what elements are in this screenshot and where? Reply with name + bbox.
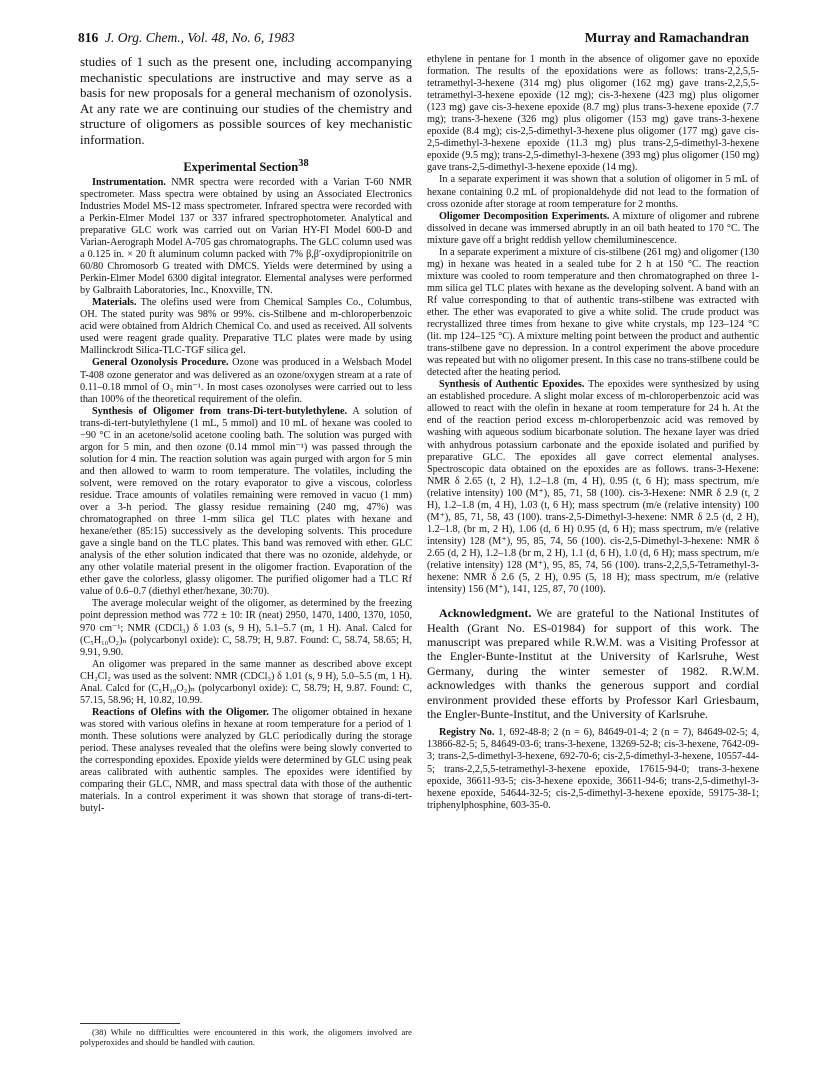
second-oligomer-paragraph: An oligomer was prepared in the same manner as described above except CH₂Cl₂ was used as the solvent: NMR (CDCl₃) δ 1.01 (s, 9 H), 5.0–5.5 (m, 1 H). Anal. Calcd for (C₅H₁₀O₂)ₙ (polycarbonyl oxide): C, 58.79; H, 9.87. Found: C, 57.15, 58.96; H, 10.82, 10.99. — [80, 658, 412, 706]
reactions-heading: Reactions of Olefins with the Oligomer. — [92, 706, 269, 718]
synthesis-oligomer-text: A solution of trans-di-tert-butylethylene (1 mL, 5 mmol) and 10 mL of hexane was cooled to −90 °C in an acetone/solid acetone cooling bath. The solution was purged with argon for 5 min, and then ozone (0.14 mmol min⁻¹) was passed through the solution for 4 min. The reaction solution was again purged with argon for 5 min and then allowed to warm to room temperature. The volatiles, including the solvent, were removed on the rotary evaporator to give a viscous, colorless residue. Trace amounts of volatiles remaining were removed in vacuo (1 mm) over a 3-h period. The glassy residue remaining (240 mg, 47%) was chromatographed on three 1-mm silica gel TLC plates with hexane and hexane/ether (85:15) successively as the developing solvents. This procedure gave a single band on the TLC plates. This band was removed with ether. GLC analysis of the ether solution indicated that there was no ozonide, aldehyde, or any other volatile material present in the oligomer fraction. Evaporation of the ether gave the colorless, glassy oligomer. The purified oligomer had a TLC Rf value of 0.6–0.7 (diethyl ether/hexane, 30:70). — [80, 405, 412, 598]
propionaldehyde-paragraph: In a separate experiment it was shown that a solution of oligomer in 5 mL of hexane containing 0.2 mL of propionaldehyde did not lead to the formation of cross ozonide after storage at room temperature for 2 months. — [427, 174, 759, 210]
synthesis-oligomer-paragraph — [80, 406, 412, 599]
ozonolysis-text: Ozone was produced in a Welsbach Model T-408 ozone generator and was delivered as an ozone/oxygen stream at a rate of 0.11–0.18 mmol of O₃ min⁻¹. In most cases ozonolyses were carried out to less than 100% of the theoretical requirement of the olefin. — [80, 357, 413, 405]
running-header — [78, 30, 749, 50]
authentic-epoxides-text: The epoxides were synthesized by using an established procedure. A slight molar excess of m-chloroperbenzoic acid was allowed to react with the olefin in hexane at room temperature for 24 h. At the end of the reaction period excess m-chloroperbenzoic acid was removed by washing with aqueous sodium bicarbonate solution. The hexane layer was dried with anhydrous potassium carbonate and the epoxide isolated and purified by preparative GLC. The epoxides all gave correct elemental analyses. Spectroscopic data obtained on the epoxides are as follows. trans-3-Hexene: NMR δ 2.65 (t, 2 H), 1.2–1.8 (m, 4 H), 0.95 (t, 6 H); mass spectrum, m/e (relative intensity) 100 (M⁺), 85, 71, 58 (100). cis-3-Hexene: NMR δ 2.9 (t, 2 H), 1.2–1.8 (m, 4 H), 1.03 (t, 6 H); mass spectrum (m/e (relative intensity) 100 (M⁺), 85, 71, 58, 43 (100). trans-2,5-Dimethyl-3-hexene: NMR δ 2.5 (d, 2 H), 1.2–1.8, (br m, 2 H), 1.06 (d, 6 H) 0.95 (d, 6 H); mass spectrum, m/e (relative intensity) 128 (M⁺), 95, 85, 74, 56 (100). cis-2,5-Dimethyl-3-hexene: NMR δ 2.65 (d, 2 H), 1.2–1.8 (br m, 2 H), 1.1 (d, 6 H), 1.0 (d, 6 H); mass spectrum, m/e (relative intensity) 128 (M⁺), 95, 85, 74, 56 (100). trans-2,2,5,5-Tetramethyl-3-hexene: NMR δ 2.6 (5, 2 H), 0.95 (5, 18 H); mass spectrum, m/e (relative intensity) 156 (M⁺), 141, 125, 87, 70 (100). — [427, 379, 759, 596]
authentic-epoxides-heading: Synthesis of Authentic Epoxides. — [439, 379, 585, 391]
acknowledgment-heading: Acknowledgment. — [439, 606, 532, 621]
decomposition-paragraph — [427, 211, 759, 247]
registry-paragraph — [427, 727, 759, 811]
journal-citation: J. Org. Chem., Vol. 48, No. 6, 1983 — [105, 30, 295, 45]
epoxidation-results-paragraph: ethylene in pentane for 1 month in the absence of oligomer gave no epoxide formation. The results of the epoxidations were as follows: trans-2,2,5,5-tetramethyl-3-hexene (314 mg) plus oligomer (162 mg) gave trans-2,2,5,5-tetramethyl-3-hexene epoxide (12 mg); cis-3-hexene (423 mg) plus oligomer (123 mg) gave cis-3-hexene epoxide (8.7 mg) plus trans-3-hexene epoxide (7.7 mg); trans-3-hexene (326 mg) plus oligomer (153 mg) gave trans-3-hexene epoxide (8.4 mg); cis-2,5-dimethyl-3-hexene plus oligomer (177 mg) gave cis-2,5-dimethyl-3-hexene epoxide (11.3 mg) plus trans-2,5-dimethyl-3-hexene epoxide (9.5 mg); trans-2,5-dimethyl-3-hexene (393 mg) plus oligomer (150 mg) gave trans-2,5-dimethyl-3-hexene epoxide (14 mg). — [427, 54, 759, 174]
footnote-38: (38) While no diffficulties were encountered in this work, the oligomers involved are polyperoxides and should be handled with caution. — [80, 1027, 412, 1048]
ozonolysis-heading: General Ozonolysis Procedure. — [92, 357, 229, 369]
stilbene-paragraph: In a separate experiment a mixture of cis-stilbene (261 mg) and oligomer (130 mg) in hexane was heated in a sealed tube for 2 h at 150 °C. The reaction mixture was cooled to room temperature and then chromatographed on three 1-mm silica gel TLC plates with hexane as the developing solvent. A band with an Rf value corresponding to that of authentic trans-stilbene was extracted with ether. The ether was evaporated to give a white solid. The crude product was recrystallized three times from hexane to give white crystals, mp 123–124 °C (lit. mp 124–125 °C). A mixture melting point between the product and authentic trans-stilbene gave no depression. In a control experiment the above procedure was repeated but with no oligomer present. In this case no trans-stilbene could be detected after the heating period. — [427, 246, 759, 379]
registry-heading: Registry No. — [439, 727, 495, 739]
authentic-epoxides-paragraph — [427, 379, 759, 596]
intro-paragraph: studies of 1 such as the present one, including accompanying mechanistic speculations are instructive and may serve as a basis for new proposals for a general mechanism of ozonolysis. At any rate we are continuing our studies of the chemistry and structure of oligomers as possible sources of key mechanistic information. — [80, 54, 412, 147]
materials-text: The olefins used were from Chemical Samples Co., Columbus, OH. The stated purity was 98% or 99%. cis-Stilbene and m-chloroperbenzoic acid were obtained from Aldrich Chemical Co. and used as received. All solvents used were reagent grade quality. Preparative TLC plates were made by using Mallinckrodt Silica-TLC-TGF silica gel. — [80, 297, 412, 357]
acknowledgment-text: We are grateful to the National Institutes of Health (Grant No. ES-01984) for support of this work. The manuscript was prepared while R.W.M. was a Visiting Professor at the Engler-Bunte-Institut at the University of Karlsruhe, West Germany, during the winter semester of 1982. R.W.M. acknowledges with thanks the generous support and cordial environment provided these efforts by Professor Karl Griesbaum, the Engler-Bunte-Institut, and the University of Karlsruhe. — [427, 606, 759, 721]
reactions-text: The oligomer obtained in hexane was stored with various olefins in hexane at room temperature for a period of 1 month. These solutions were analyzed by GLC periodically during the storage period. These analyses revealed that the olefins were being slowly converted to the corresponding epoxides. Epoxide yields were determined by GLC using peak areas calibrated with authentic samples. The epoxides were identified by comparing their GLC, NMR, and mass spectral data with those of the authentic materials. In a control experiment it was shown that storage of trans-di-tert-butyl- — [80, 706, 412, 815]
acknowledgment-paragraph — [427, 606, 759, 721]
materials-paragraph — [80, 297, 412, 357]
decomposition-heading: Oligomer Decomposition Experiments. — [439, 210, 610, 222]
instrumentation-paragraph — [80, 177, 412, 297]
synthesis-oligomer-heading: Synthesis of Oligomer from trans-Di-tert-butylethylene. — [92, 405, 348, 417]
reactions-paragraph — [80, 707, 412, 815]
instrumentation-text: NMR spectra were recorded with a Varian T-60 NMR spectrometer. Mass spectra were obtained by using an Associated Electronics Industries Model MS-12 mass spectrometer. Infrared spectra were recorded with a Perkin-Elmer Model 137 or 337 infrared spectrophotometer. Analytical and preparative GLC work was carried out on Varian HY-FI Model 600-D and Varian-Aerograph Model A-705 gas chromatographs. The GLC column used was a 0.125 in. × 20 ft aluminum column packed with 7% β,β′-oxydipropionitrile on 60/80 Chromosorb G treated with DMCS. Yields were determined by using a Perkin-Elmer Model 6300 digital integrator. Elemental analyses were performed by Galbraith Laboratories, Inc., Knoxville, TN. — [80, 176, 412, 297]
section-title: Experimental Section$^{38}$ — [183, 157, 309, 174]
ozonolysis-paragraph — [80, 357, 412, 405]
footnote-rule — [80, 1023, 180, 1024]
decomposition-text: A mixture of oligomer and rubrene dissolved in decane was immersed abruptly in an oil bath heated to 170 °C. The mixture gave off a bright reddish yellow chemiluminescence. — [427, 210, 759, 246]
page-number: 816 — [78, 30, 99, 45]
header-authors: Murray and Ramachandran — [584, 30, 749, 45]
materials-heading: Materials. — [92, 297, 137, 309]
header-left — [78, 30, 295, 46]
section-footnote-ref: 38 — [298, 157, 309, 169]
registry-text: 1, 692-48-8; 2 (n = 6), 84649-01-4; 2 (n = 7), 84649-02-5; 4, 13866-82-5; 5, 84649-03-6; trans-3-hexene, 13269-52-8; cis-3-hexene, 7642-09-3; trans-2,5-dimethyl-3-hexene, 692-70-6; cis-2,5-dimethyl-3-hexene, 10557-44-5; trans-2,2,5,5-tetramethyl-3-hexene epoxide, 17615-94-0; trans-3-hexene epoxide, 36611-93-5; cis-3-hexene epoxide, 36611-94-6; trans-2,5-dimethyl-3-hexene epoxide, 54644-32-5; cis-2,5-dimethyl-3-hexene epoxide, 59175-38-1; triphenylphosphine, 603-35-0. — [427, 727, 759, 811]
right-column — [427, 54, 759, 812]
instrumentation-heading: Instrumentation. — [92, 176, 166, 188]
left-column — [80, 54, 412, 815]
molecular-weight-paragraph: The average molecular weight of the oligomer, as determined by the freezing point depression method was 772 ± 10: IR (neat) 2950, 1470, 1400, 1370, 1050, 970 cm⁻¹; NMR (CDCl₃) δ 1.03 (s, 9 H), 5.1–5.7 (m, 1 H). Anal. Calcd for (C₅H₁₀O₂)ₙ (polycarbonyl oxide): C, 58.79; H, 9.87. Found: C, 58.74, 58.65; H, 9.91, 9.90. — [80, 598, 412, 658]
